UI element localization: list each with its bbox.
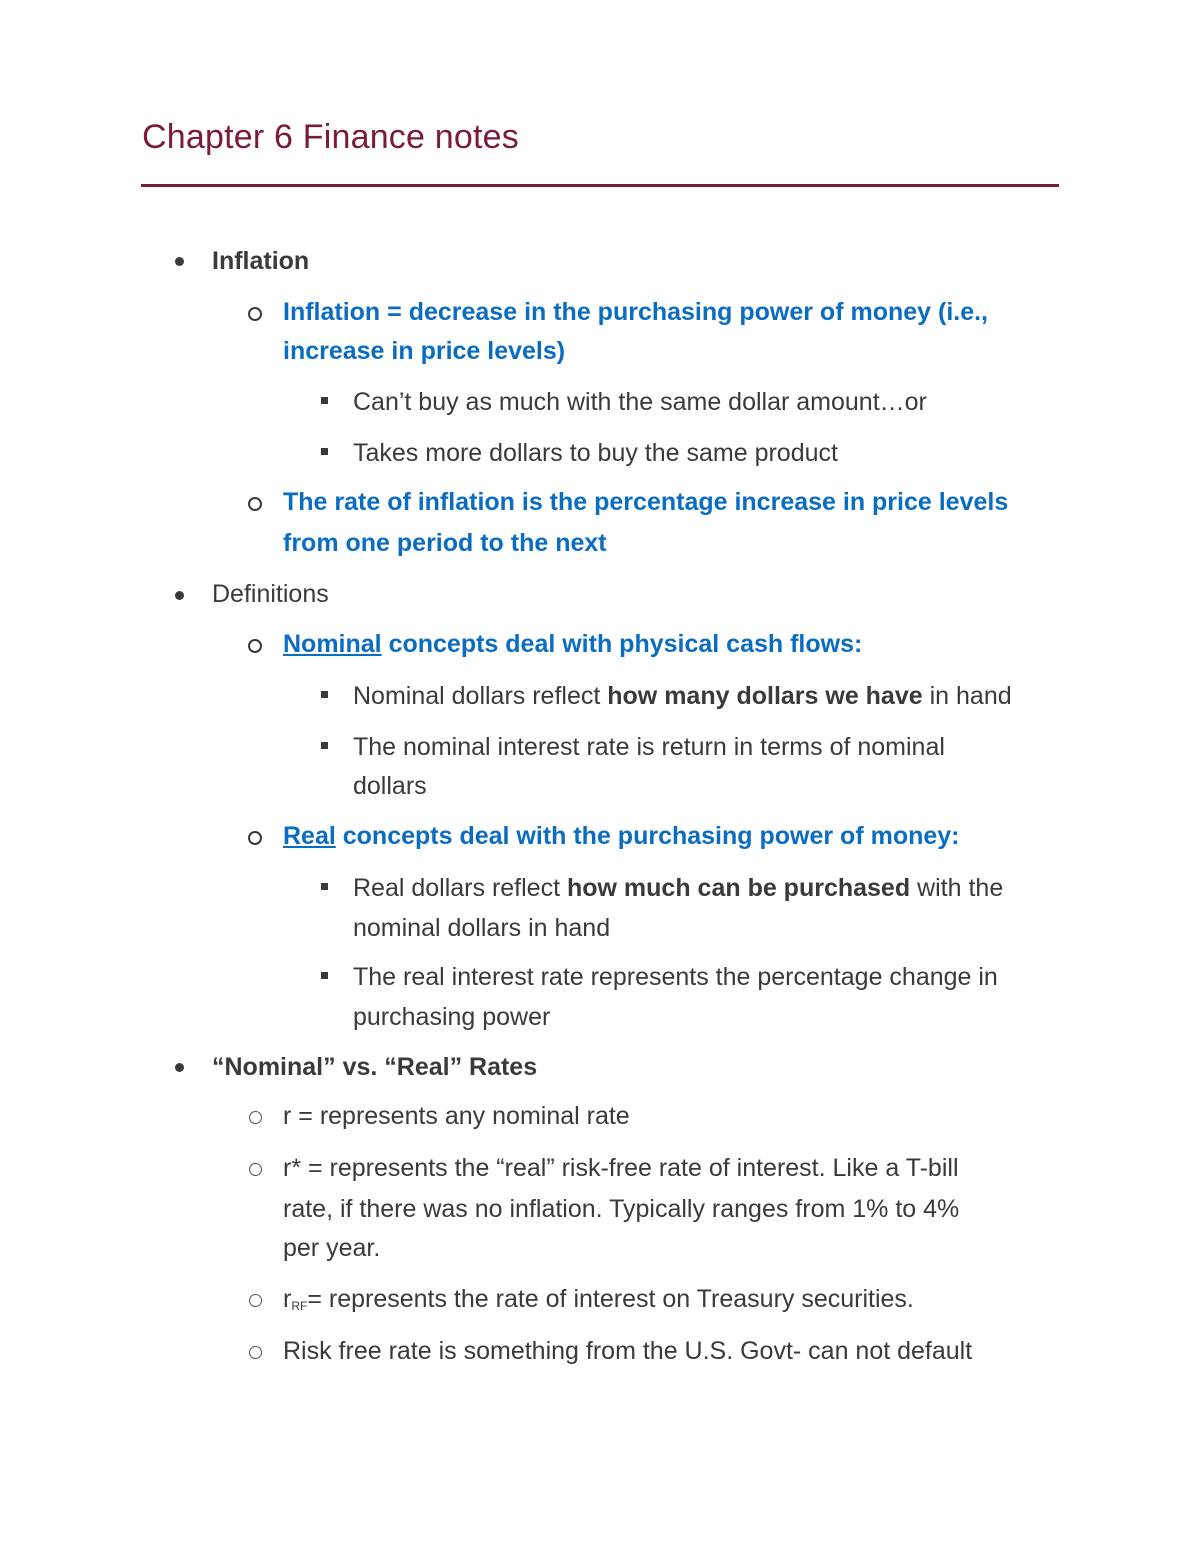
section-heading-rates: “Nominal” vs. “Real” Rates (212, 1053, 538, 1081)
real-point-1-line2: nominal dollars in hand (353, 914, 611, 942)
bullet-circle-icon (249, 1163, 262, 1176)
real-point-2-line1: The real interest rate represents the percentage change in (353, 963, 998, 991)
nominal-point-2-line1: The nominal interest rate is return in terms of nominal (353, 733, 945, 761)
bullet-square-icon (321, 397, 328, 404)
bullet-dot-icon (175, 1063, 184, 1072)
bullet-circle-icon (248, 831, 262, 845)
bullet-square-icon (321, 691, 328, 698)
nominal-point-1 (353, 680, 1012, 712)
risk-free-rate-note: Risk free rate is something from the U.S. Govt- can not default (283, 1337, 973, 1365)
rate-rrf-text: = represents the rate of interest on Treasury securities. (307, 1285, 914, 1313)
rate-rrf-definition (283, 1283, 914, 1322)
inflation-rate-line1: The rate of inflation is the percentage increase in price levels (283, 488, 1009, 516)
rate-rstar-line2: rate, if there was no inflation. Typically ranges from 1% to 4% (283, 1195, 960, 1223)
rate-rrf-subscript: RF (291, 1299, 308, 1313)
bullet-circle-icon (248, 497, 262, 511)
inflation-point-2: Takes more dollars to buy the same product (353, 439, 838, 467)
real-point-2-line2: purchasing power (353, 1003, 551, 1031)
bullet-dot-icon (175, 257, 184, 266)
nominal-point-1-text: Nominal dollars reflect (353, 682, 608, 710)
nominal-point-2-line2: dollars (353, 772, 427, 800)
bullet-circle-icon (248, 639, 262, 653)
bullet-circle-icon (249, 1111, 262, 1124)
nominal-term: Nominal (283, 630, 382, 658)
section-heading-definitions: Definitions (212, 580, 329, 608)
rate-rrf-symbol: r (283, 1285, 292, 1313)
bullet-square-icon (321, 972, 328, 979)
rate-rstar-line1: r* = represents the “real” risk-free rate of interest. Like a T-bill (283, 1154, 959, 1182)
bullet-square-icon (321, 742, 328, 749)
bullet-square-icon (321, 883, 328, 890)
nominal-point-1-tail: in hand (922, 682, 1012, 710)
bullet-circle-icon (249, 1294, 262, 1307)
rate-r-definition: r = represents any nominal rate (283, 1102, 630, 1130)
real-term: Real (283, 822, 336, 850)
section-heading-inflation: Inflation (212, 247, 310, 275)
rate-rstar-line3: per year. (283, 1234, 381, 1262)
title-divider (141, 184, 1059, 187)
real-point-1-emphasis: how much can be purchased (566, 874, 911, 902)
bullet-dot-icon (175, 591, 184, 600)
real-point-1-tail: with the (910, 874, 1004, 902)
inflation-rate-line2: from one period to the next (283, 529, 607, 557)
real-concepts-line (283, 820, 960, 852)
inflation-point-1: Can’t buy as much with the same dollar amount…or (353, 388, 927, 416)
real-point-1-text: Real dollars reflect (353, 874, 567, 902)
nominal-concepts-line (283, 628, 862, 660)
nominal-point-1-emphasis: how many dollars we have (607, 682, 923, 710)
inflation-definition-line2: increase in price levels) (283, 337, 566, 365)
real-point-1-line1 (353, 872, 1003, 904)
page-title: Chapter 6 Finance notes (142, 118, 519, 156)
real-concepts-text: concepts deal with the purchasing power of money: (335, 822, 960, 850)
bullet-circle-icon (249, 1346, 262, 1359)
nominal-concepts-text: concepts deal with physical cash flows: (381, 630, 863, 658)
inflation-definition-line1: Inflation = decrease in the purchasing power of money (i.e., (283, 298, 989, 326)
bullet-circle-icon (248, 307, 262, 321)
bullet-square-icon (321, 448, 328, 455)
